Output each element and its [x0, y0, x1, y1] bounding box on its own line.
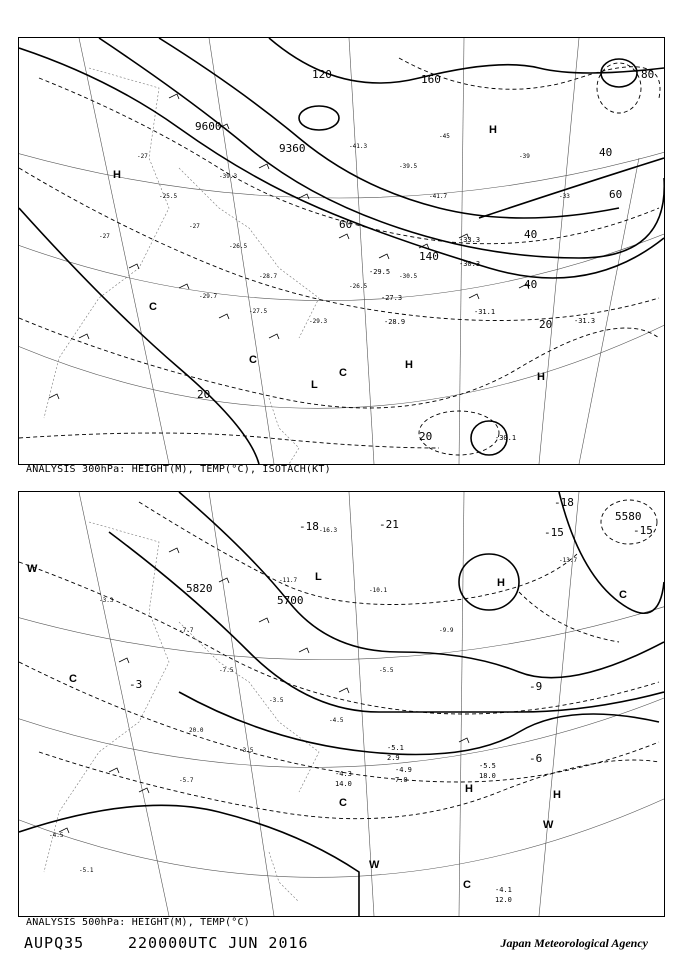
isotach-label: 160	[421, 73, 441, 86]
svg-text:-29.3: -29.3	[309, 318, 328, 325]
graticule-500	[19, 492, 664, 916]
svg-text:-3.5: -3.5	[269, 697, 284, 704]
temp-labels-300	[369, 236, 595, 442]
svg-text:-41.7: -41.7	[429, 193, 448, 200]
temp-label: -5.1	[387, 744, 404, 752]
warm-center: W	[27, 563, 38, 575]
temp-label: 14.0	[335, 780, 352, 788]
isotach-label: 20	[197, 388, 211, 401]
wind-barbs-300	[49, 94, 529, 399]
svg-text:-7.5: -7.5	[219, 667, 234, 674]
svg-text:-26.5: -26.5	[349, 283, 368, 290]
warm-center: W	[543, 819, 554, 831]
height-label: 9360	[279, 142, 306, 155]
svg-text:-16.3: -16.3	[319, 527, 338, 534]
svg-text:-27: -27	[99, 233, 110, 240]
svg-text:-4.5: -4.5	[49, 832, 64, 839]
temp-contour-label: -18	[299, 520, 319, 533]
temp-label: -28.9	[384, 318, 406, 326]
svg-text:-41.3: -41.3	[349, 143, 368, 150]
high-center: H	[113, 169, 121, 181]
height-label: 5580	[615, 510, 642, 523]
cold-center: C	[339, 797, 347, 809]
temp-label: -5.5	[479, 762, 496, 770]
high-center: H	[405, 359, 413, 371]
svg-text:-5.5: -5.5	[379, 667, 394, 674]
cold-center: C	[619, 589, 627, 601]
wind-barbs-500	[59, 548, 469, 833]
isotach-label: 60	[339, 218, 353, 231]
temp-label: -31.3	[574, 317, 596, 325]
svg-text:20.0: 20.0	[189, 727, 204, 734]
pressure-centers-300	[113, 124, 545, 391]
coastlines-300	[44, 68, 319, 464]
height-contours-300	[19, 38, 664, 464]
map-500hpa	[18, 491, 665, 917]
svg-text:-29.7: -29.7	[199, 293, 218, 300]
map-300hpa-graphic	[19, 38, 664, 464]
high-center: H	[537, 371, 545, 383]
temp-label: -30.1	[495, 434, 517, 442]
svg-text:-9.9: -9.9	[439, 627, 454, 634]
caption-300hpa: ANALYSIS 300hPa: HEIGHT(M), TEMP(°C), ISOTACH(KT)	[26, 464, 331, 475]
svg-text:-30.5: -30.5	[399, 273, 418, 280]
pressure-centers-500	[27, 563, 627, 891]
caption-500hpa: ANALYSIS 500hPa: HEIGHT(M), TEMP(°C)	[26, 917, 250, 928]
product-code: AUPQ35	[24, 934, 85, 952]
temp-label: -4.3	[335, 770, 352, 778]
svg-text:-26.5: -26.5	[229, 243, 248, 250]
svg-text:-5.1: -5.1	[79, 867, 94, 874]
high-center: H	[465, 783, 473, 795]
temp-contour-label: -15	[633, 524, 653, 537]
temp-label: 18.0	[479, 772, 496, 780]
svg-text:-11.7: -11.7	[279, 577, 298, 584]
svg-text:-3.3: -3.3	[99, 597, 114, 604]
isotach-label: 140	[419, 250, 439, 263]
svg-text:-5.7: -5.7	[179, 777, 194, 784]
temp-label: 12.0	[495, 896, 512, 904]
svg-text:-28.7: -28.7	[259, 273, 278, 280]
isotach-labels-300	[197, 68, 654, 443]
svg-text:-4.5: -4.5	[329, 717, 344, 724]
high-center: H	[497, 577, 505, 589]
svg-text:-39.3: -39.3	[219, 173, 238, 180]
map-500hpa-graphic	[19, 492, 664, 916]
graticule-300	[19, 38, 664, 464]
temp-contour-label: -6	[529, 752, 543, 765]
temp-contour-label: -3	[129, 678, 143, 691]
svg-text:-10.1: -10.1	[369, 587, 388, 594]
warm-center: W	[369, 859, 380, 871]
isotach-label: 40	[599, 146, 613, 159]
isotach-label: 20	[539, 318, 553, 331]
svg-text:-27: -27	[137, 153, 148, 160]
agency-name: Japan Meteorological Agency	[500, 936, 648, 950]
isotach-label: 60	[609, 188, 623, 201]
temp-label: -4.9	[395, 766, 412, 774]
svg-text:-39.5: -39.5	[399, 163, 418, 170]
cold-center: C	[339, 367, 347, 379]
svg-text:-13.7: -13.7	[559, 557, 578, 564]
low-center: L	[315, 571, 322, 583]
low-center: L	[311, 379, 318, 391]
analysis-time: 220000UTC JUN 2016	[128, 934, 309, 952]
temp-label: -30.3	[459, 260, 481, 268]
cold-center: C	[463, 879, 471, 891]
svg-text:-25.5: -25.5	[159, 193, 178, 200]
height-contours-500	[19, 492, 664, 916]
cold-center: C	[249, 354, 257, 366]
temp-label: -27.3	[381, 294, 403, 302]
isotach-label: 120	[312, 68, 332, 81]
isotach-label: 80	[641, 68, 655, 81]
temp-contour-labels-500	[129, 496, 653, 765]
svg-text:-3.5: -3.5	[239, 747, 254, 754]
temp-contour-label: -9	[529, 680, 543, 693]
temp-label: 7.0	[395, 776, 408, 784]
svg-text:-33: -33	[559, 193, 570, 200]
svg-text:-7.7: -7.7	[179, 627, 194, 634]
cold-center: C	[69, 673, 77, 685]
isotach-label: 40	[524, 278, 538, 291]
temp-label: -29.5	[369, 268, 391, 276]
high-center: H	[489, 124, 497, 136]
temp-contour-label: -18	[554, 496, 574, 509]
height-label: 9600	[195, 120, 222, 133]
temp-label: -33.3	[459, 236, 481, 244]
station-obs-300	[99, 133, 570, 325]
svg-text:-27.5: -27.5	[249, 308, 268, 315]
map-300hpa	[18, 37, 665, 465]
temp-label: 2.9	[387, 754, 400, 762]
temp-labels-500	[335, 744, 512, 904]
height-label: 5820	[186, 582, 213, 595]
coastlines-500	[44, 522, 319, 902]
temp-label: -31.1	[474, 308, 496, 316]
high-center: H	[553, 789, 561, 801]
temp-contour-label: -21	[379, 518, 399, 531]
isotach-label: 40	[524, 228, 538, 241]
svg-text:-45: -45	[439, 133, 450, 140]
cold-center: C	[149, 301, 157, 313]
svg-text:-27: -27	[189, 223, 200, 230]
temp-label: -4.1	[495, 886, 512, 894]
temp-contour-label: -15	[544, 526, 564, 539]
svg-text:-39: -39	[519, 153, 530, 160]
isotach-label: 20	[419, 430, 433, 443]
height-label: 5700	[277, 594, 304, 607]
